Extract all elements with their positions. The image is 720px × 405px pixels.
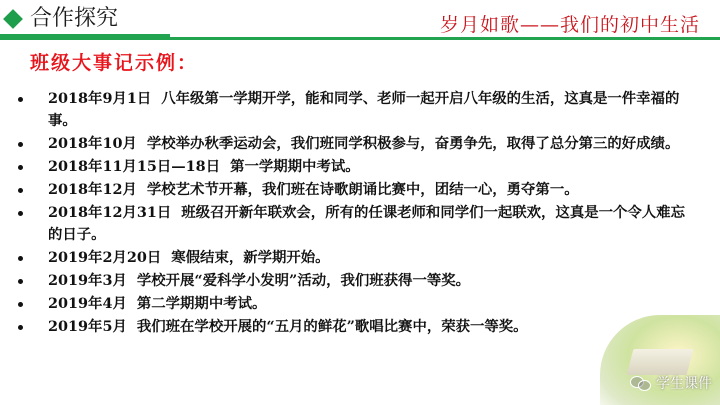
list-item	[14, 247, 694, 269]
event-date: 2019年3月	[48, 272, 127, 289]
bullet-icon	[18, 256, 23, 261]
bullet-icon	[18, 188, 23, 193]
list-item	[14, 316, 694, 338]
list-item	[14, 156, 694, 178]
bullet-icon	[18, 325, 23, 330]
bullet-icon	[18, 142, 23, 147]
header-band	[0, 0, 720, 40]
event-text: 我们班在学校开展的“五月的鲜花”歌唱比赛中，荣获一等奖。	[136, 318, 528, 335]
bullet-icon	[18, 165, 23, 170]
theme-title: 岁月如歌——我们的初中生活	[439, 14, 700, 36]
event-text: 第一学期期中考试。	[230, 158, 360, 175]
bullet-icon	[18, 97, 23, 102]
book-icon	[627, 349, 694, 375]
list-item	[14, 270, 694, 292]
watermark	[630, 373, 712, 393]
event-list	[14, 88, 694, 339]
bullet-icon	[18, 279, 23, 284]
event-date: 2019年4月	[48, 295, 127, 312]
list-item	[14, 179, 694, 201]
bullet-icon	[18, 302, 23, 307]
list-item	[14, 293, 694, 315]
event-date: 2018年10月	[48, 135, 137, 152]
section-title: 合作探究	[30, 6, 119, 31]
event-date: 2018年12月	[48, 181, 137, 198]
event-text: 八年级第一学期开学，能和同学、老师一起开启八年级的生活，这真是一件幸福的事。	[48, 90, 680, 129]
event-date: 2018年9月1日	[48, 90, 152, 107]
event-date: 2019年2月20日	[48, 249, 162, 266]
event-date: 2018年11月15日—18日	[48, 158, 221, 175]
event-text: 班级召开新年联欢会，所有的任课老师和同学们一起联欢，这真是一个令人难忘的日子。	[48, 204, 685, 243]
watermark-text: 学生课件	[656, 376, 712, 392]
sub-heading: 班级大事记示例：	[30, 52, 199, 74]
event-text: 第二学期期中考试。	[136, 295, 267, 312]
section-tab	[0, 4, 170, 34]
list-item	[14, 202, 694, 246]
list-item	[14, 88, 694, 132]
event-text: 寒假结束，新学期开始。	[171, 249, 330, 266]
header-divider	[0, 37, 720, 40]
list-item	[14, 133, 694, 155]
event-text: 学校开展“爱科学小发明”活动，我们班获得一等奖。	[136, 272, 471, 289]
bullet-icon	[18, 211, 23, 216]
event-text: 学校举办秋季运动会，我们班同学积极参与，奋勇争先，取得了总分第三的好成绩。	[146, 135, 680, 152]
event-date: 2019年5月	[48, 318, 127, 335]
chat-bubbles-icon	[630, 374, 652, 392]
diamond-icon	[3, 9, 23, 29]
event-date: 2018年12月31日	[48, 204, 172, 221]
event-text: 学校艺术节开幕，我们班在诗歌朗诵比赛中，团结一心，勇夺第一。	[146, 181, 579, 198]
